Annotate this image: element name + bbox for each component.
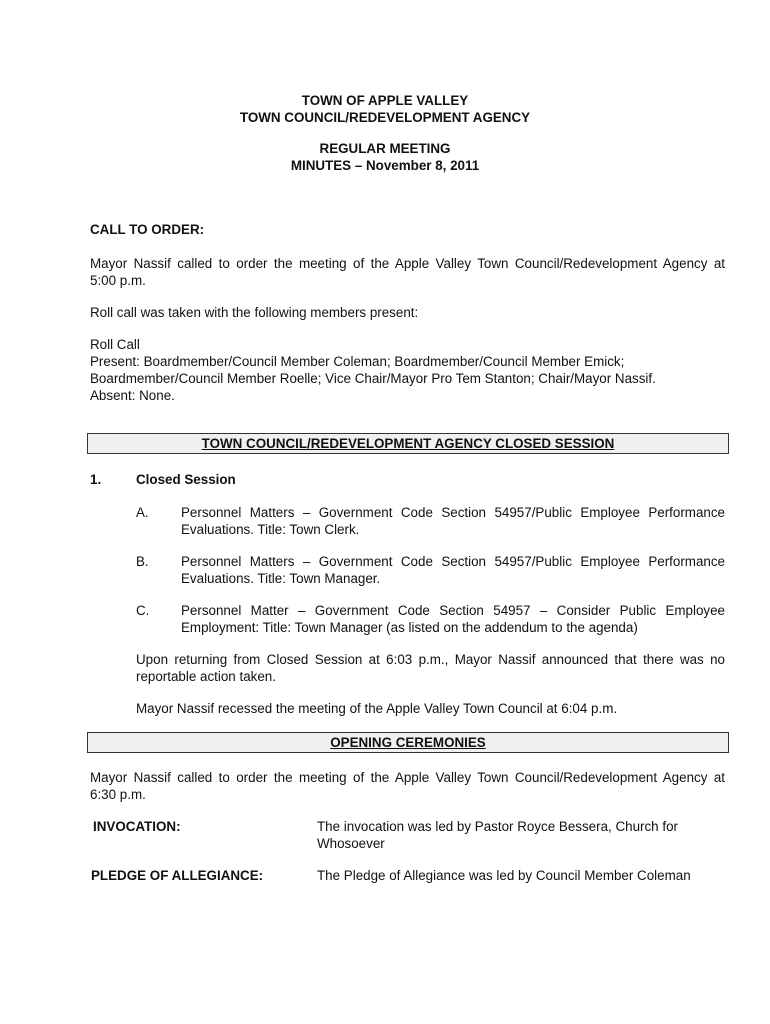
invocation-label: INVOCATION: [93, 819, 181, 834]
roll-call-label: Roll Call [90, 337, 140, 352]
subitem-c-line1: Personnel Matter – Government Code Section 54957 – Consider Public Employee [181, 603, 725, 618]
subitem-a-line1: Personnel Matters – Government Code Section 54957/Public Employee Performance [181, 505, 725, 520]
header-body: TOWN COUNCIL/REDEVELOPMENT AGENCY [239, 110, 531, 125]
header-org: TOWN OF APPLE VALLEY [301, 93, 469, 108]
call-to-order-para-line1: Mayor Nassif called to order the meeting of the Apple Valley Town Council/Redevelopment Agency at [90, 256, 725, 271]
roll-call-present-line2: Boardmember/Council Member Roelle; Vice Chair/Mayor Pro Tem Stanton; Chair/Mayor Nassif. [90, 371, 656, 386]
subitem-b-line2: Evaluations. Title: Town Manager. [181, 571, 381, 586]
opening-para-line1: Mayor Nassif called to order the meeting of the Apple Valley Town Council/Redevelopment Agency at [90, 770, 725, 785]
subitem-a-letter: A. [136, 505, 149, 520]
subitem-b-letter: B. [136, 554, 149, 569]
header-meeting-type: REGULAR MEETING [319, 141, 451, 156]
pledge-label: PLEDGE OF ALLEGIANCE: [91, 868, 264, 883]
pledge-text: The Pledge of Allegiance was led by Council Member Coleman [317, 868, 691, 883]
closed-session-item-title: Closed Session [136, 472, 236, 487]
roll-call-absent: Absent: None. [90, 388, 175, 403]
subitem-b-line1: Personnel Matters – Government Code Section 54957/Public Employee Performance [181, 554, 725, 569]
closed-session-item-number: 1. [90, 472, 102, 487]
opening-ceremonies-banner: OPENING CEREMONIES [87, 732, 729, 753]
invocation-line2: Whosoever [317, 836, 385, 851]
subitem-c-line2: Employment: Title: Town Manager (as listed on the addendum to the agenda) [181, 620, 638, 635]
header-minutes-date: MINUTES – November 8, 2011 [290, 158, 480, 173]
call-to-order-para-line2: 5:00 p.m. [90, 273, 146, 288]
call-to-order-heading: CALL TO ORDER: [90, 222, 205, 237]
subitem-a-line2: Evaluations. Title: Town Clerk. [181, 522, 360, 537]
opening-para-line2: 6:30 p.m. [90, 787, 146, 802]
roll-call-intro: Roll call was taken with the following members present: [90, 305, 419, 320]
subitem-c-letter: C. [136, 603, 150, 618]
closed-session-recess: Mayor Nassif recessed the meeting of the Apple Valley Town Council at 6:04 p.m. [136, 701, 618, 716]
roll-call-present-line1: Present: Boardmember/Council Member Coleman; Boardmember/Council Member Emick; [90, 354, 625, 369]
closed-session-return-line1: Upon returning from Closed Session at 6:03 p.m., Mayor Nassif announced that there was no [136, 652, 725, 667]
closed-session-return-line2: reportable action taken. [136, 669, 276, 684]
invocation-line1: The invocation was led by Pastor Royce Bessera, Church for [317, 819, 678, 834]
closed-session-banner: TOWN COUNCIL/REDEVELOPMENT AGENCY CLOSED SESSION [87, 433, 729, 454]
